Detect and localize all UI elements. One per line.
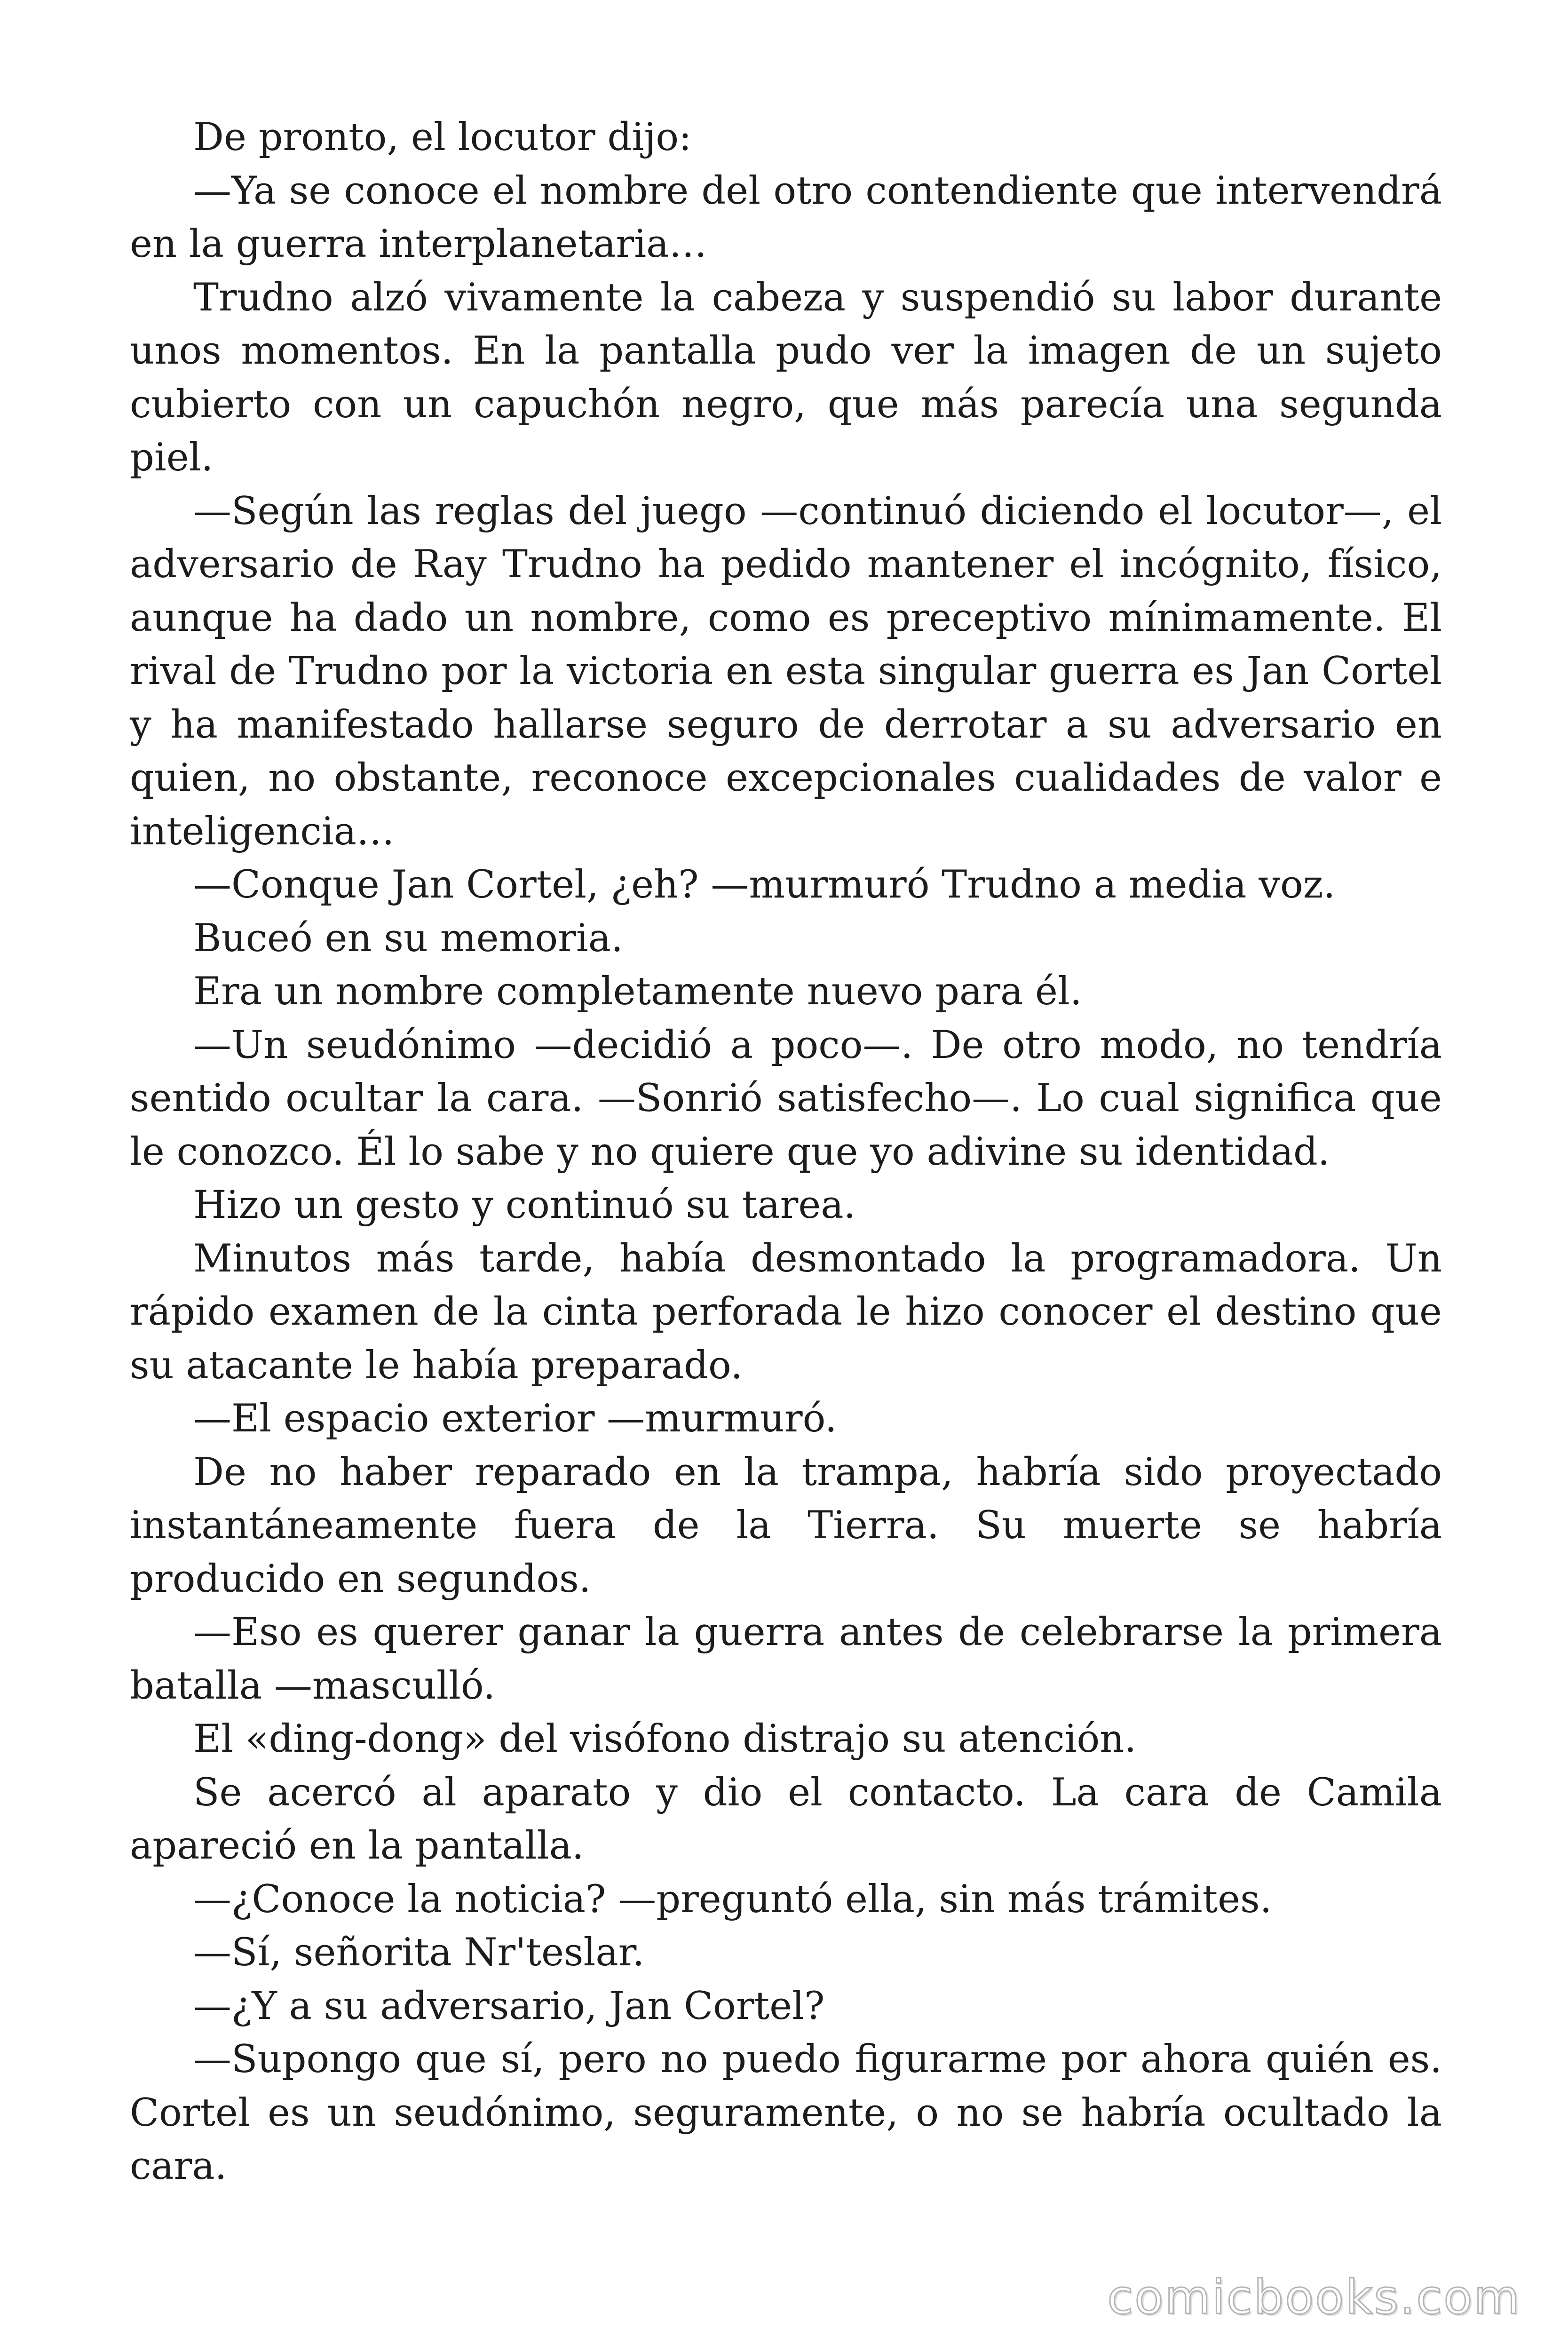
paragraph: —Ya se conoce el nombre del otro contendiente que intervendrá en la guerra interplanetaria… [130, 168, 1442, 266]
paragraph: Hizo un gesto y continuó su tarea. [193, 1183, 856, 1227]
paragraph: —Un seudónimo —decidió a poco—. De otro modo, no tendría sentido ocultar la cara. —Sonrió satisfecho—. Lo cual significa que le conozco. Él lo sabe y no quiere que yo adivine su identidad. [130, 1023, 1442, 1174]
paragraph: —Eso es querer ganar la guerra antes de celebrarse la primera batalla —masculló. [130, 1610, 1442, 1708]
paragraph: —Según las reglas del juego —continuó diciendo el locutor—, el adversario de Ray Trudno ha pedido mantener el incógnito, físico, aunque ha dado un nombre, como es preceptivo mínimamente. El rival de Trudno por la victoria en esta singular guerra es Jan Cortel y ha manifestado hallarse seguro de derrotar a su adversario en quien, no obstante, reconoce excepcionales cualidades de valor e inteligencia… [130, 489, 1442, 854]
paragraph: Era un nombre completamente nuevo para él. [193, 969, 1082, 1014]
paragraph: Buceó en su memoria. [193, 916, 623, 961]
paragraph: —Supongo que sí, pero no puedo figurarme por ahora quién es. Cortel es un seudónimo, seguramente, o no se habría ocultado la cara. [130, 2037, 1442, 2188]
watermark: comicbooks.com [1107, 2270, 1521, 2325]
paragraph: —¿Conoce la noticia? —preguntó ella, sin más trámites. [193, 1877, 1272, 1922]
paragraph: —Conque Jan Cortel, ¿eh? —murmuró Trudno a media voz. [193, 863, 1336, 907]
paragraph: —¿Y a su adversario, Jan Cortel? [193, 1984, 825, 2028]
paragraph: De no haber reparado en la trampa, habría sido proyectado instantáneamente fuera de la Tierra. Su muerte se habría producido en segundos. [130, 1450, 1442, 1601]
paragraph: De pronto, el locutor dijo: [193, 115, 692, 159]
page-body [130, 111, 1442, 2193]
paragraph: Trudno alzó vivamente la cabeza y suspendió su labor durante unos momentos. En la pantalla pudo ver la imagen de un sujeto cubierto con un capuchón negro, que más parecía una segunda piel. [130, 275, 1442, 480]
paragraph: —El espacio exterior —murmuró. [193, 1397, 837, 1441]
paragraph: El «ding-dong» del visófono distrajo su atención. [193, 1717, 1137, 1761]
paragraph: Se acercó al aparato y dio el contacto. La cara de Camila apareció en la pantalla. [130, 1770, 1442, 1868]
paragraph: —Sí, señorita Nr'teslar. [193, 1931, 645, 1975]
paragraph: Minutos más tarde, había desmontado la programadora. Un rápido examen de la cinta perforada le hizo conocer el destino que su atacante le había preparado. [130, 1236, 1442, 1388]
